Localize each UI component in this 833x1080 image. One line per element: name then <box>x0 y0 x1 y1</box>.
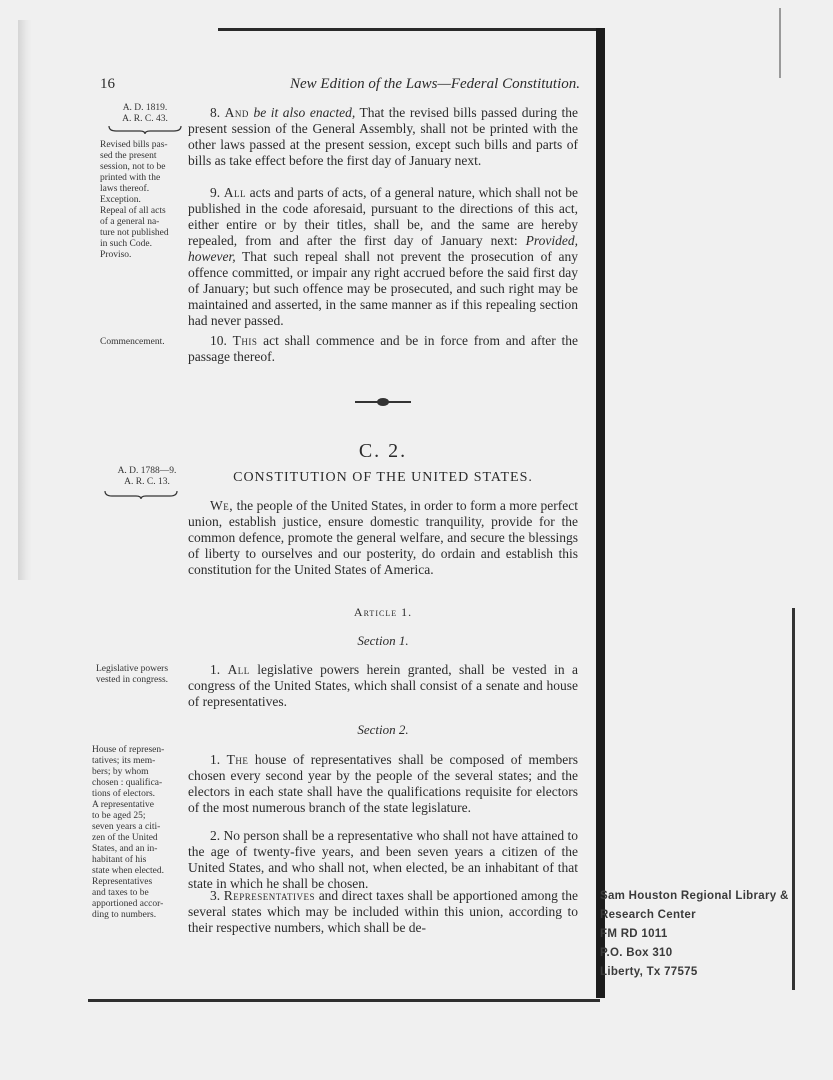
act-title: CONSTITUTION OF THE UNITED STATES. <box>233 470 533 485</box>
margin-line: zen of the United <box>92 833 158 843</box>
paragraph-text: acts and parts of acts, of a general nature, which shall not be published in the code aforesaid, pursuant to the directions of this act, either entire or by their titles, shall be, and the same are hereby repealed, from and after the first day of January next: <box>188 185 578 248</box>
stamp-line: Liberty, Tx 77575 <box>600 966 698 978</box>
lead-word: All <box>223 185 246 200</box>
stamp-line: P.O. Box 310 <box>600 947 673 959</box>
margin-line: Revised bills pas- <box>100 140 168 150</box>
paragraph <box>188 105 578 169</box>
page-header <box>100 76 580 96</box>
article1-section2-clause2 <box>188 828 578 892</box>
margin-line: A. R. C. 43. <box>122 114 168 124</box>
section-heading: Section 2. <box>357 722 409 737</box>
paragraph-text: That such repeal shall not prevent the prosecution of any offence committed, or impair any right accrued before the said first day of January; but such offence may be prosecuted, and such right may be maintained and asserted, in the same manner as if this repealing section had never passed. <box>188 249 578 328</box>
margin-date-ref-2 <box>104 466 190 488</box>
margin-line: and taxes to be <box>92 888 149 898</box>
scan-bottom-edge <box>88 999 600 1002</box>
margin-line: of a general na- <box>100 217 160 227</box>
book-spine-edge <box>596 28 605 998</box>
margin-line: ding to numbers. <box>92 910 157 920</box>
paragraph-text: That the revised bills passed during the present session of the General Assembly, shall not be printed with the other laws passed at the present session, except such bills and parts of bills as take effect before the first day of January next. <box>188 105 578 168</box>
paragraph: 2. No person shall be a representative who shall not have attained to the age of twenty-five years, and been seven years a citizen of the United States, and who shall not, when elected, be an inhabitant of that state in which he shall be chosen. <box>188 828 578 891</box>
paragraph-text: the people of the United States, in order to form a more perfect union, establish justice, ensure domestic tranquility, provide for the common defence, promote the general welfare, and secure the blessings of liberty to ourselves and our posterity, do ordain and establish this constitution for the United States of America. <box>188 498 578 577</box>
margin-line: seven years a citi- <box>92 822 161 832</box>
paragraph-text: legislative powers herein granted, shall be vested in a congress of the United States, which shall consist of a senate and house of representatives. <box>188 662 579 709</box>
paragraph-number: 10. <box>210 333 233 348</box>
paragraph-number: 8. <box>210 105 225 120</box>
article-heading: Article 1. <box>353 605 413 619</box>
margin-line: to be aged 25; <box>92 811 146 821</box>
article1-section2-clause3 <box>188 888 578 936</box>
paragraph <box>188 185 578 329</box>
margin-line: A. D. 1819. <box>122 103 168 113</box>
paragraph-number: 3. <box>210 888 224 903</box>
scan-artifact-line <box>779 8 781 78</box>
paragraph-number: 9. <box>210 185 224 200</box>
margin-note-commencement <box>100 337 188 348</box>
lead-word: The <box>226 752 249 767</box>
margin-line: session, not to be <box>100 162 166 172</box>
article1-section2-clause1 <box>188 752 578 816</box>
section-9 <box>188 185 578 329</box>
margin-line: Exception. <box>100 195 141 205</box>
paragraph <box>188 498 578 578</box>
margin-note-house <box>92 745 188 921</box>
brace-icon <box>104 490 178 500</box>
chapter-heading: C. 2. <box>358 440 408 462</box>
scan-artifact-line <box>792 608 795 990</box>
section-10 <box>188 333 578 365</box>
ornamental-divider-center <box>377 398 389 406</box>
margin-line: Repeal of all acts <box>100 206 166 216</box>
paragraph <box>188 888 578 936</box>
library-stamp <box>600 887 790 982</box>
paragraph-text: act shall commence and be in force from and after the passage thereof. <box>188 333 578 364</box>
article1-section1 <box>188 662 578 710</box>
paragraph <box>188 333 578 365</box>
lead-word: We, <box>210 498 234 513</box>
stamp-line: Sam Houston Regional Library & <box>600 890 789 902</box>
margin-line: A. D. 1788—9. <box>117 466 177 476</box>
brace-icon <box>108 125 182 135</box>
margin-line: state when elected. <box>92 866 165 876</box>
margin-line: Commencement. <box>100 337 165 347</box>
margin-line: bers; by whom <box>92 767 149 777</box>
italic-phrase: Provided, however, <box>188 233 578 264</box>
paragraph-text: house of representatives shall be composed of members chosen every second year by the people of the several states; and the electors in each state shall have the qualifications requisite for electors of the most numerous branch of the state legislature. <box>188 752 578 815</box>
margin-line: sed the present <box>100 151 157 161</box>
italic-phrase: be it also enacted, <box>248 105 356 120</box>
margin-line: printed with the <box>100 173 161 183</box>
lead-word: All <box>227 662 250 677</box>
lead-word: And <box>224 105 249 120</box>
paragraph <box>188 662 578 710</box>
margin-line: laws thereof. <box>100 184 150 194</box>
preamble <box>188 498 578 578</box>
margin-line: States, and an in- <box>92 844 158 854</box>
margin-note-revised-bills <box>100 140 188 261</box>
stamp-line: FM RD 1011 <box>600 928 668 940</box>
running-title: New Edition of the Laws—Federal Constitution. <box>289 76 580 92</box>
lead-word: Representatives <box>223 888 316 903</box>
paragraph <box>188 752 578 816</box>
paragraph-number: 1. <box>210 662 228 677</box>
lead-word: This <box>232 333 258 348</box>
margin-line: Proviso. <box>100 250 132 260</box>
margin-line: tatives; its mem- <box>92 756 156 766</box>
margin-note-legislative-powers <box>96 664 188 686</box>
scan-top-edge <box>218 28 605 31</box>
margin-line: habitant of his <box>92 855 147 865</box>
section-8 <box>188 105 578 169</box>
margin-line: A representative <box>92 800 154 810</box>
margin-date-ref <box>110 103 180 125</box>
paragraph-number: 1. <box>210 752 227 767</box>
page-number: 16 <box>100 76 115 92</box>
margin-line: vested in congress. <box>96 675 169 685</box>
margin-line: Legislative powers <box>96 664 169 674</box>
margin-line: apportioned accor- <box>92 899 164 909</box>
margin-line: chosen : qualifica- <box>92 778 163 788</box>
margin-line: House of represen- <box>92 745 165 755</box>
margin-line: tions of electors. <box>92 789 156 799</box>
margin-line: in such Code. <box>100 239 152 249</box>
paragraph-text: and direct taxes shall be apportioned among the several states which may be included within this union, according to their respective numbers, which shall be de- <box>188 888 579 935</box>
section-heading: Section 1. <box>357 633 409 648</box>
stamp-line: Research Center <box>600 909 696 921</box>
margin-line: ture not published <box>100 228 169 238</box>
margin-line: Representatives <box>92 877 153 887</box>
margin-line: A. R. C. 13. <box>124 477 170 487</box>
scan-edge-shadow <box>18 20 32 580</box>
